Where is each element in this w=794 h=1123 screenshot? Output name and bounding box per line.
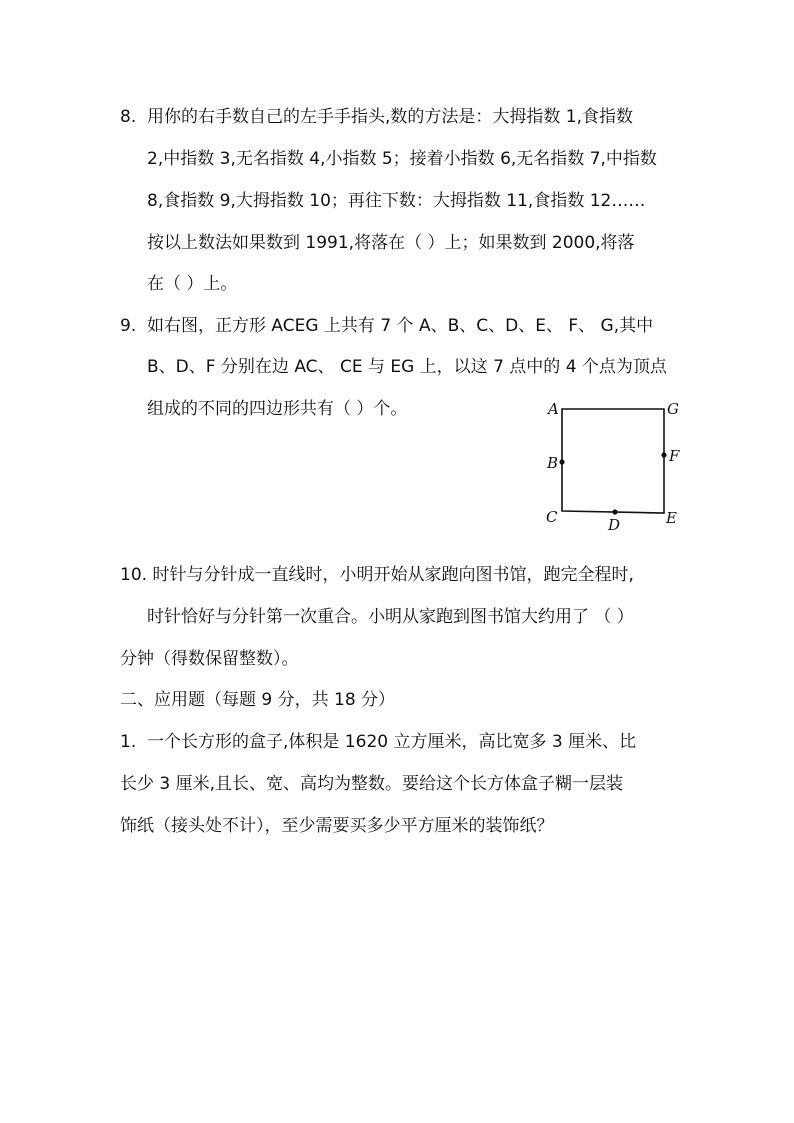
q8-line-4: 按以上数法如果数到 1991,将落在（ ）上；如果数到 2000,将落 [147,233,635,253]
point-b-dot [559,459,564,464]
app1-line-2: 长少 3 厘米,且长、宽、高均为整数。要给这个长方体盒子糊一层装 [120,774,624,794]
label-g: G [667,400,679,418]
square-outline [562,409,664,513]
q9-line-1: 如右图，正方形 ACEG 上共有 7 个 A、B、C、D、E、 F、 G,其中 [147,316,654,336]
q10-line-1: 10. 时针与分针成一直线时，小明开始从家跑向图书馆，跑完全程时, [120,565,634,585]
point-d-dot [612,509,617,514]
app1-number: 1. [120,732,137,752]
q10-line-2: 时针恰好与分针第一次重合。小明从家跑到图书馆大约用了 （ ） [147,607,634,627]
q8-line-5: 在（ ）上。 [147,274,238,294]
label-d: D [608,516,621,534]
square-figure [538,395,688,535]
label-a: A [548,400,559,418]
label-e: E [666,509,677,527]
label-f: F [669,447,680,465]
point-f-dot [661,452,666,457]
q9-number: 9. [120,316,137,336]
q10-line-3: 分钟（得数保留整数）。 [120,649,299,669]
q8-line-2: 2,中指数 3,无名指数 4,小指数 5；接着小指数 6,无名指数 7,中指数 [147,149,657,169]
app1-line-3: 饰纸（接头处不计），至少需要买多少平方厘米的装饰纸？ [120,816,554,836]
q9-line-3: 组成的不同的四边形共有（ ）个。 [147,399,408,419]
q8-line-1: 用你的右手数自己的左手手指头,数的方法是：大拇指数 1,食指数 [147,107,634,127]
label-b: B [547,454,559,472]
label-c: C [546,508,558,526]
app1-line-1: 一个长方形的盒子,体积是 1620 立方厘米，高比宽多 3 厘米、比 [147,732,637,752]
q9-line-2: B、D、F 分别在边 AC、 CE 与 EG 上，以这 7 点中的 4 个点为顶点 [147,357,667,377]
q8-line-3: 8,食指数 9,大拇指数 10；再往下数：大拇指数 11,食指数 12…… [147,191,646,211]
q8-number: 8. [120,107,137,127]
section-heading: 二、应用题（每题 9 分，共 18 分） [120,690,396,710]
